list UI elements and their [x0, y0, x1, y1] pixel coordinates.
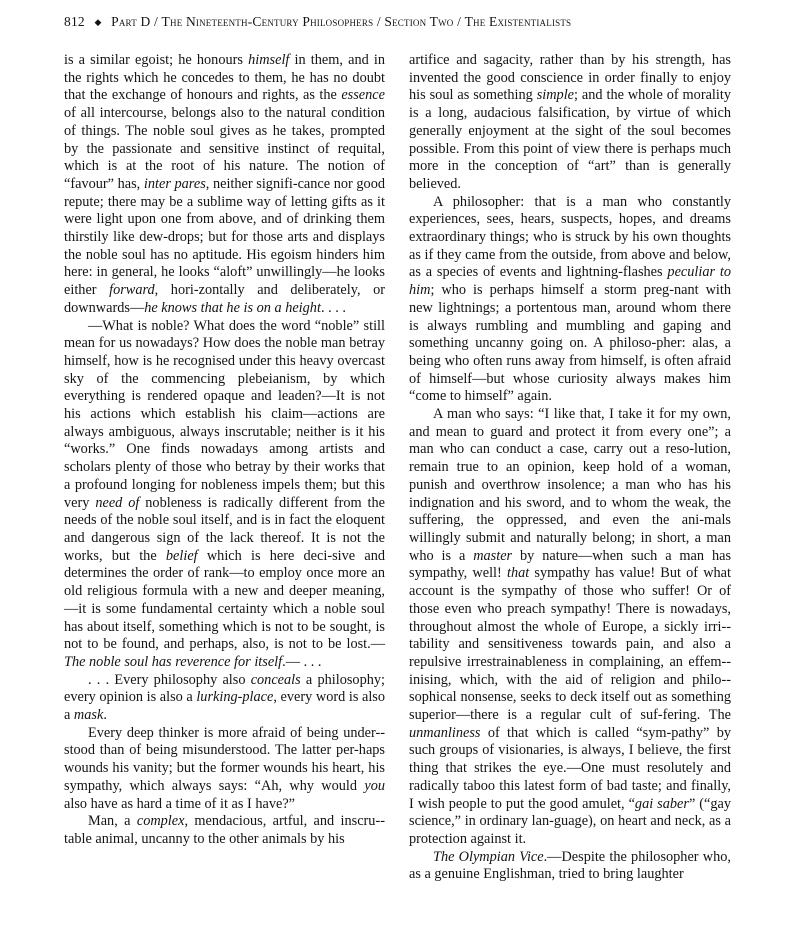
header-separator: /: [154, 14, 158, 29]
paragraph: A man who says: “I like that, I take it for my own, and mean to guard and protect it from every one”; a man who can conduct a case, carry out a reso-lution, remain true to an opinion, keep hold of a woman, punish and overthrow insolence; a man who has his indignation and his sword, and to whom the weak, the suffering, the oppressed, and even the ani-mals willingly submit and naturally belong; in short, a man who is a master by nature—when such a man has sympathy, well! that sympathy has value! But of what account is the sympathy of those who suffer! Or of those even who preach sympathy! There is nowadays, throughout almost the whole of Europe, a sickly irri-tability and sensitiveness towards pain, and also a repulsive irrestrainableness in complaining, an effem-inising, which, with the aid of religion and philo-sophical nonsense, seeks to deck itself out as something superior—there is a regular cult of suf-fering. The unmanliness of that which is called “sym-pathy” by such groups of visionaries, is always, I believe, the first thing that strikes the eye.—One must resolutely and radically taboo this latest form of bad taste; and finally, I wish people to put the good amulet, “gai saber” (“gay science,” in ordinary lan-guage), on heart and neck, as a protection against it.: [409, 406, 732, 847]
paragraph: The Olympian Vice.—Despite the philosopher who, as a genuine Englishman, tried to bring laughter: [409, 848, 731, 883]
header-separator: /: [376, 14, 381, 29]
left-column: [64, 52, 385, 849]
paragraph: . . . Every philosophy also conceals a philosophy; every opinion is also a lurking-place, every word is also a mask.: [64, 671, 386, 724]
right-column: [409, 52, 731, 884]
page-number: 812: [64, 14, 85, 29]
paragraph: Every deep thinker is more afraid of being under-stood than of being misunderstood. The latter per-haps wounds his vanity; but the former wounds his heart, his sympathy, which always says: “Ah, why would you also have as hard a time of it as I have?”: [64, 724, 385, 812]
paragraph: Man, a complex, mendacious, artful, and inscru-table animal, uncanny to the other animals by his: [64, 813, 385, 847]
header-part: Part D: [111, 14, 151, 29]
diamond-icon: ◆: [94, 17, 102, 27]
header-section: Section Two: [384, 14, 454, 29]
paragraph: —What is noble? What does the word “noble” still mean for us nowadays? How does the noble man betray himself, how is he recognised under this heavy overcast sky of the commencing plebeianism, by which everything is rendered opaque and leaden?—It is not his actions which establish his claim—actions are always ambiguous, always inscrutable; neither is it his “works.” One finds nowadays among artists and scholars plenty of those who betray by their works that a profound longing for nobleness impels them; but this very need of nobleness is radically different from the needs of the noble soul itself, and is in fact the eloquent and dangerous sign of the lack thereof. It is not the works, but the belief which is here deci-sive and determines the order of rank—to employ once more an old religious formula with a new and deeper meaning,—it is some fundamental certainty which a noble soul has about itself, something which is not to be sought, is not to be found, and perhaps, also, is not to be lost.—The noble soul has reverence for itself.— . . .: [64, 317, 386, 670]
running-header: [64, 14, 744, 30]
paragraph: artifice and sagacity, rather than by his strength, has invented the good conscience in order finally to enjoy his soul as something simple; and the whole of morality is a long, audacious falsification, by virtue of which generally enjoyment at the sight of the soul becomes possible. From this point of view there is perhaps much more in the conception of “art” than is generally believed.: [409, 52, 731, 192]
paragraph: A philosopher: that is a man who constantly experiences, sees, hears, suspects, hopes, and dreams extraordinary things; who is struck by his own thoughts as if they came from the outside, from above and below, as a species of events and lightning-flashes peculiar to him; who is perhaps himself a storm preg-nant with new lightnings; a portentous man, around whom there is always rumbling and mumbling and gaping and something uncanny going on. A philoso-pher: alas, a being who often runs away from himself, is often afraid of himself—but whose curiosity always makes him “come to himself” again.: [409, 193, 732, 405]
header-separator: /: [457, 14, 462, 29]
header-title: The Nineteenth-Century Philosophers: [161, 14, 374, 29]
header-subtitle: The Existentialists: [464, 14, 572, 29]
paragraph: is a similar egoist; he honours himself in them, and in the rights which he concedes to them, he has no doubt that the exchange of honours and rights, as the essence of all intercourse, belongs also to the natural condition of things. The noble soul gives as he takes, prompted by the passionate and sensitive instinct of requital, which is at the root of his nature. The notion of “favour” has, inter pares, neither signifi-cance nor good repute; there may be a sublime way of letting gifts as it were light upon one from above, and of drinking them thirstily like dew-drops; but for those arts and displays the noble soul has no aptitude. His egoism hinders him here: in general, he looks “aloft” unwillingly—he looks either forward, hori-zontally and deliberately, or downwards—he knows that he is on a height. . . .: [64, 52, 385, 316]
